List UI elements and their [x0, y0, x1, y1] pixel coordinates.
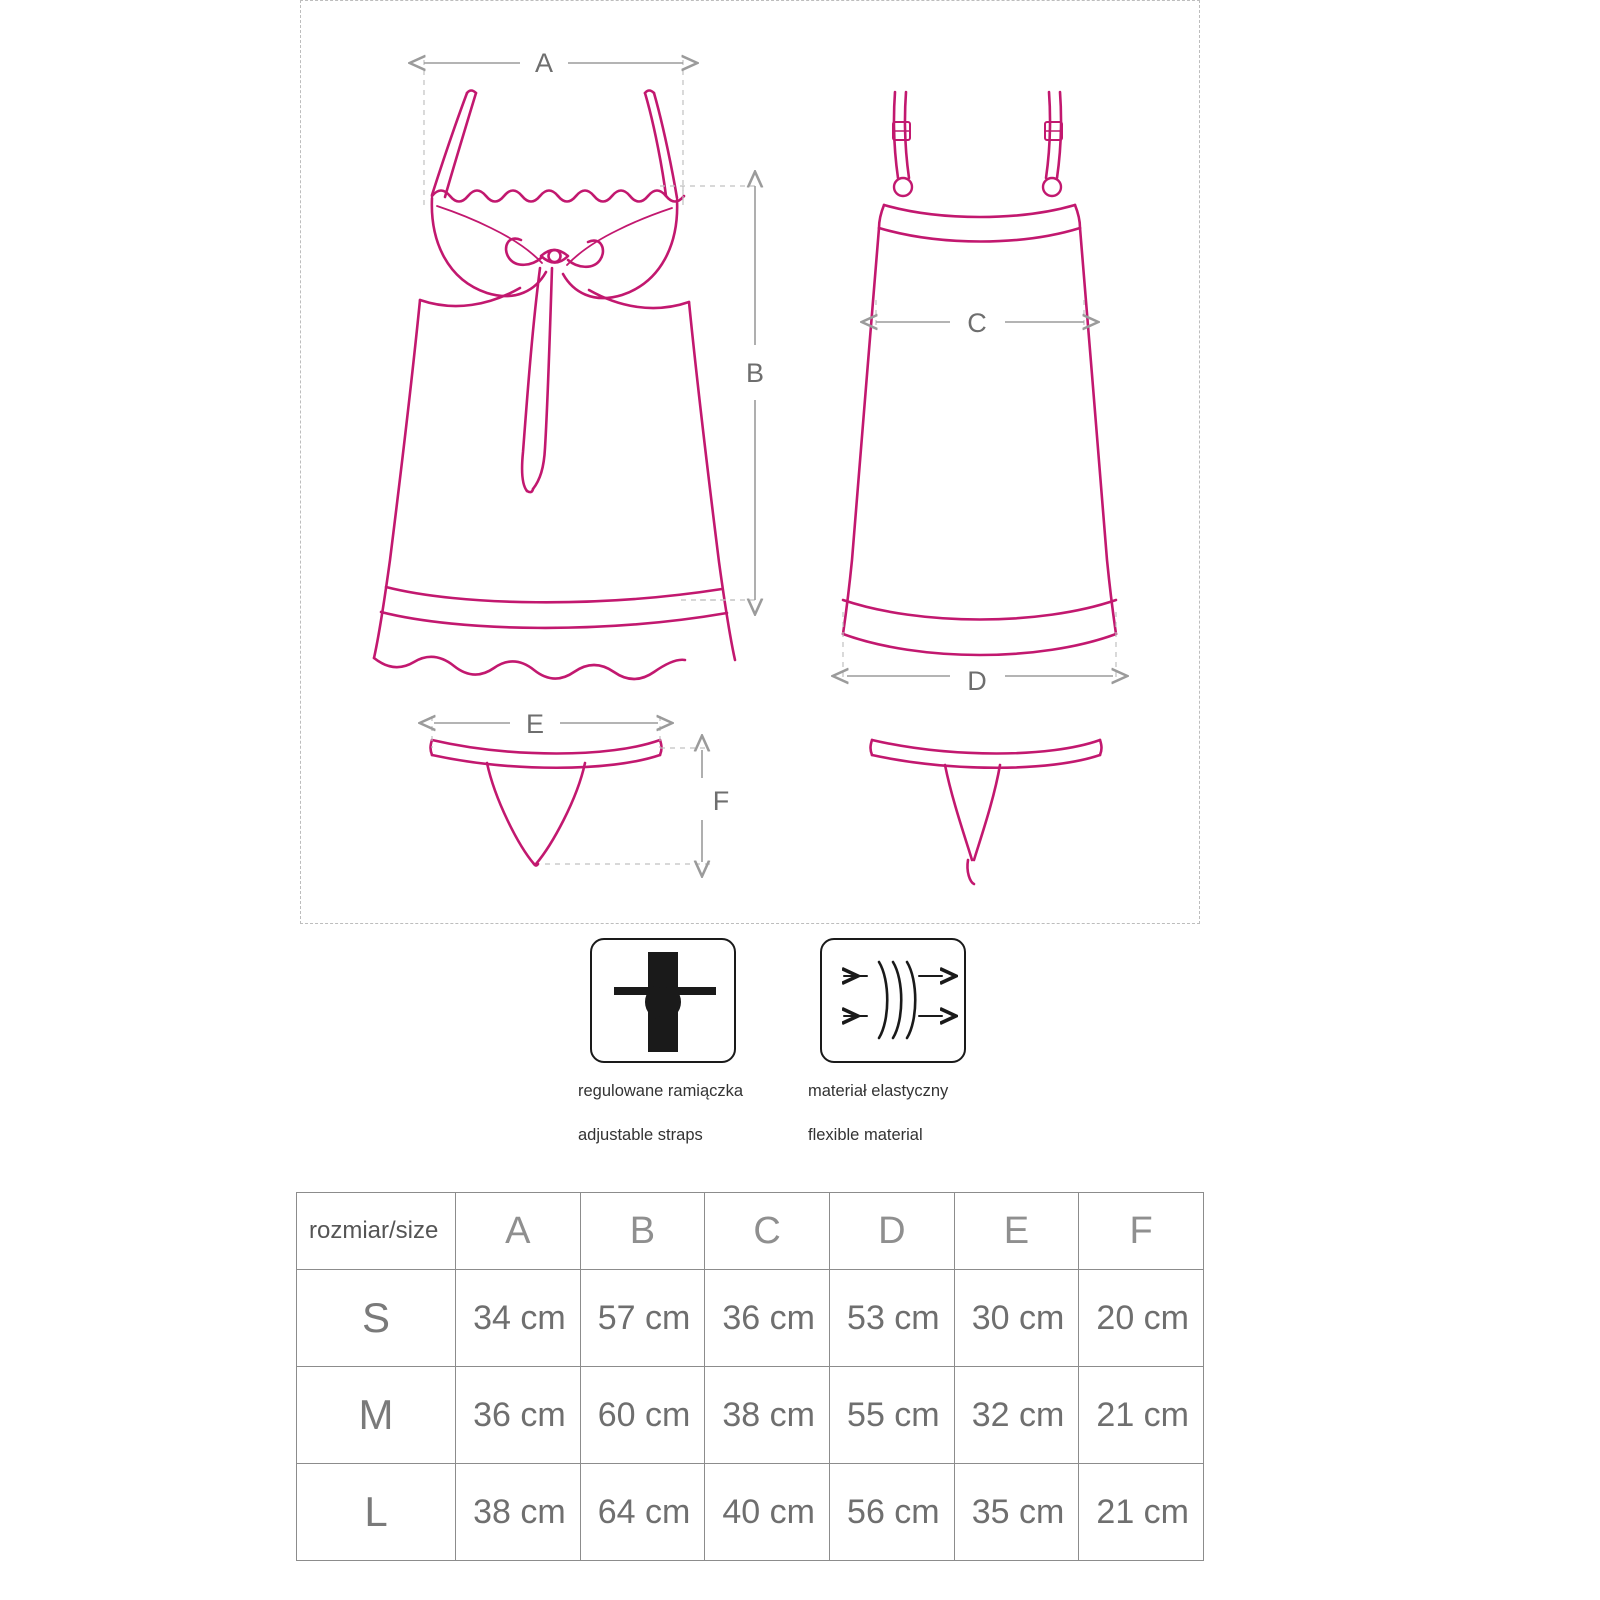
header-dim-c: C — [705, 1193, 830, 1270]
cell-m-a: 36 cm — [456, 1367, 581, 1464]
cell-s-e: 30 cm — [954, 1270, 1079, 1367]
dimension-label-b: B — [745, 358, 765, 388]
feature-caption-material-en: flexible material — [808, 1126, 923, 1145]
dimension-label-f: F — [712, 786, 730, 816]
table-row — [297, 1367, 1204, 1464]
table-row — [297, 1464, 1204, 1561]
flexible-material-icon — [820, 938, 966, 1063]
header-dim-a: A — [456, 1193, 581, 1270]
cell-m-d: 55 cm — [829, 1367, 954, 1464]
cell-s-b: 57 cm — [580, 1270, 705, 1367]
cell-l-b: 64 cm — [580, 1464, 705, 1561]
adjustable-strap-icon — [590, 938, 736, 1063]
feature-icons — [578, 938, 1010, 1168]
size-name-m: M — [297, 1367, 456, 1464]
cell-l-f: 21 cm — [1079, 1464, 1204, 1561]
feature-caption-material-pl: materiał elastyczny — [808, 1082, 949, 1100]
header-dim-d: D — [829, 1193, 954, 1270]
diagram-frame — [300, 0, 1200, 924]
header-dim-b: B — [580, 1193, 705, 1270]
size-name-l: L — [297, 1464, 456, 1561]
cell-s-d: 53 cm — [829, 1270, 954, 1367]
cell-s-c: 36 cm — [705, 1270, 830, 1367]
cell-m-f: 21 cm — [1079, 1367, 1204, 1464]
header-dim-e: E — [954, 1193, 1079, 1270]
feature-caption-material — [808, 1080, 1028, 1147]
cell-m-c: 38 cm — [705, 1367, 830, 1464]
size-table — [296, 1192, 1204, 1561]
cell-m-e: 32 cm — [954, 1367, 1079, 1464]
dimension-label-e: E — [525, 709, 545, 739]
cell-l-c: 40 cm — [705, 1464, 830, 1561]
cell-l-d: 56 cm — [829, 1464, 954, 1561]
feature-caption-straps-pl: regulowane ramiączka — [578, 1082, 744, 1100]
cell-s-f: 20 cm — [1079, 1270, 1204, 1367]
header-dim-f: F — [1079, 1193, 1204, 1270]
feature-caption-straps — [578, 1080, 798, 1147]
size-name-s: S — [297, 1270, 456, 1367]
feature-caption-straps-en: adjustable straps — [578, 1126, 703, 1145]
cell-s-a: 34 cm — [456, 1270, 581, 1367]
dimension-label-a: A — [534, 48, 554, 78]
table-row — [297, 1270, 1204, 1367]
dimension-label-c: C — [967, 308, 987, 338]
cell-l-a: 38 cm — [456, 1464, 581, 1561]
cell-m-b: 60 cm — [580, 1367, 705, 1464]
cell-l-e: 35 cm — [954, 1464, 1079, 1561]
header-size-label: rozmiar/size — [297, 1193, 456, 1270]
table-header-row — [297, 1193, 1204, 1270]
feature-adjustable-straps — [578, 938, 744, 1145]
feature-flexible-material — [808, 938, 970, 1145]
dimension-label-d: D — [967, 666, 987, 696]
